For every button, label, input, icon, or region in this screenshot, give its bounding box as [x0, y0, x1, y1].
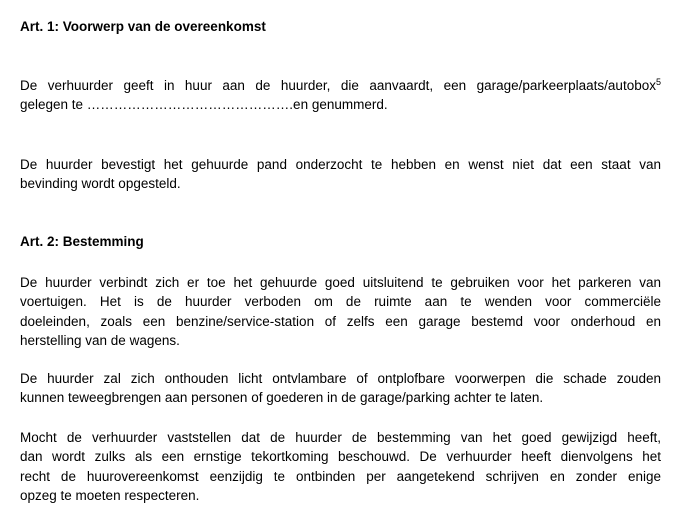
paragraph-line: gelegen te ……………………………………….en genummerd. [20, 97, 388, 113]
paragraph-line: kunnen teweegbrengen aan personen of goederen in de garage/parking achter te laten. [20, 390, 544, 406]
article-1-heading: Art. 1: Voorwerp van de overeenkomst [20, 19, 266, 34]
paragraph-line: bevinding wordt opgesteld. [20, 176, 181, 192]
paragraph-line: De huurder zal zich onthouden licht ontvlambare of ontplofbare voorwerpen die schade zouden [20, 371, 661, 386]
paragraph-line: Mocht de verhuurder vaststellen dat de huurder de bestemming van het goed gewijzigd heeft, [20, 430, 661, 445]
paragraph-line: opzeg te moeten respecteren. [20, 487, 200, 503]
paragraph-line-text: De verhuurder geeft in huur aan de huurder, die aanvaardt, een garage/parkeerplaats/autobox [20, 78, 656, 93]
article-1-paragraph-1 [20, 76, 661, 115]
article-1-paragraph-2 [20, 155, 661, 194]
footnote-marker[interactable]: 5 [655, 77, 661, 87]
article-2-paragraph-1 [20, 273, 661, 350]
document-page [20, 0, 662, 518]
paragraph-line: dan wordt zulks als een ernstige tekortkoming beschouwd. De verhuurder heeft dienvolgens het [20, 449, 661, 465]
article-2-heading: Art. 2: Bestemming [20, 234, 144, 249]
paragraph-line: doeleinden, zoals een benzine/service-station of zelfs een garage bestemd voor onderhoud en [20, 313, 661, 329]
paragraph-line: voertuigen. Het is de huurder verboden om de ruimte aan te wenden voor commerciële [20, 294, 661, 310]
paragraph-line [20, 76, 661, 95]
article-2-paragraph-3 [20, 428, 661, 505]
paragraph-line: herstelling van de wagens. [20, 332, 180, 348]
paragraph-line: De huurder verbindt zich er toe het gehuurde goed uitsluitend te gebruiken voor het parkeren van [20, 275, 661, 290]
article-2-paragraph-2 [20, 369, 661, 408]
paragraph-line: recht de huurovereenkomst eenzijdig te ontbinden per aangetekend schrijven en zonder enige [20, 468, 661, 484]
paragraph-line: De huurder bevestigt het gehuurde pand onderzocht te hebben en wenst niet dat een staat van [20, 157, 661, 172]
